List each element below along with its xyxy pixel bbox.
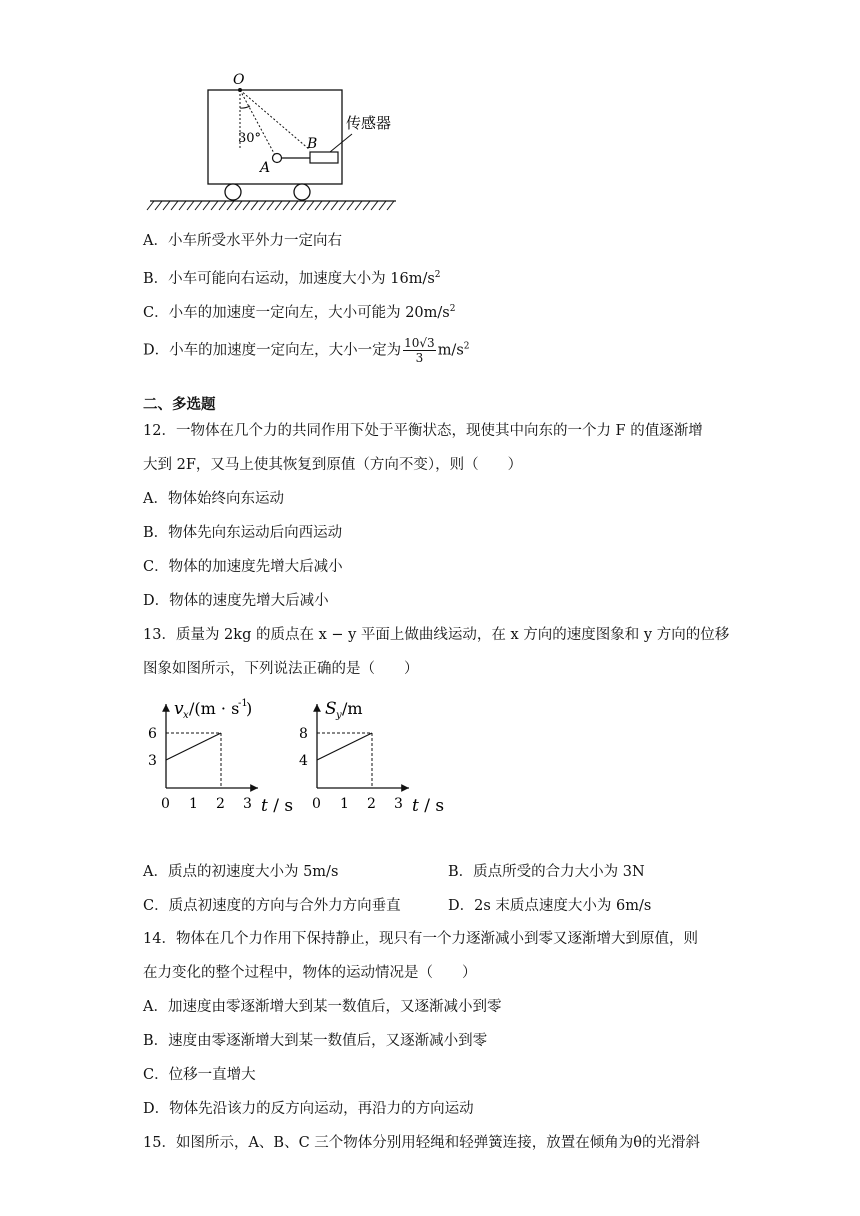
q11-option-c: C．小车的加速度一定向左，大小可能为 $20m/s^2$ [143,304,456,321]
ground-hatch [243,201,250,210]
sy-xtick-1: 1 [340,796,349,812]
ground-hatch [147,201,154,210]
ground-hatch [179,201,186,210]
q14-option-a: A．加速度由零逐渐增大到某一数值后，又逐渐减小到零 [143,999,502,1015]
vx-xtick-2: 2 [216,796,225,812]
ground-hatch [347,201,354,210]
ground-hatch [219,201,226,210]
q12-option-d: D．物体的速度先增大后减小 [143,593,329,609]
wheel-left [225,184,241,200]
ground-hatch [195,201,202,210]
q12-option-c: C．物体的加速度先增大后减小 [143,559,343,575]
ground-hatch [267,201,274,210]
ground-hatch [235,201,242,210]
svg-text:x: x [183,710,189,721]
fraction: $\frac{10√3}{3}$ [404,336,435,365]
sy-ylabel-s: S [325,699,337,719]
svg-text:y: y [336,710,342,721]
sy-ytick-8: 8 [299,726,308,742]
ground-hatch [275,201,282,210]
q12-option-b: B．物体先向东运动后向西运动 [143,525,343,541]
sy-xlabel: t / s [412,796,445,816]
wheel-right [294,184,310,200]
svg-text:): ) [246,699,253,718]
label-angle: 30° [238,131,262,146]
sy-xtick-2: 2 [367,796,376,812]
ground-hatch [211,201,218,210]
ground-hatch [355,201,362,210]
vx-data-line [166,733,221,760]
q13-option-c: C．质点初速度的方向与合外力方向垂直 [143,898,401,914]
svg-text:-1: -1 [238,698,248,709]
q12-option-a: A．物体始终向东运动 [143,491,284,507]
sy-data-line [317,733,372,760]
q11-option-b: B．小车可能向右运动，加速度大小为 $16m/s^2$ [143,270,441,287]
ground-hatch [171,201,178,210]
vx-ylabel-unit: /(m · s [189,699,240,718]
ground-hatch [331,201,338,210]
q14-option-d: D．物体先沿该力的反方向运动，再沿力的方向运动 [143,1101,474,1117]
label-o: O [233,72,245,88]
q14-option-b: B．速度由零逐渐增大到某一数值后，又逐渐减小到零 [143,1033,488,1049]
ground-hatch [299,201,306,210]
cart-diagram [140,66,410,216]
vx-xtick-1: 1 [189,796,198,812]
vx-xtick-0: 0 [161,796,170,812]
ground-hatch [315,201,322,210]
q11-option-d: D．小车的加速度一定向左，大小一定为 $\frac{10√3}{3}$ $m/s^2$ [143,336,470,365]
ground-hatch [251,201,258,210]
graph-vx [140,690,300,820]
q13-stem-line2: 图象如图所示，下列说法正确的是（ ） [143,661,419,677]
q14-option-c: C．位移一直增大 [143,1067,256,1083]
section-title: 二、多选题 [143,396,216,413]
ground-hatch [259,201,266,210]
ground-hatch [379,201,386,210]
cart-body [208,90,342,184]
ground-hatch [163,201,170,210]
sy-xtick-0: 0 [312,796,321,812]
q12-stem-line2: 大到 2F，又马上使其恢复到原值（方向不变），则（ ） [143,457,523,473]
ground-hatch [155,201,162,210]
label-b: B [307,136,318,152]
ground-hatch [387,201,394,210]
ground-hatch [307,201,314,210]
ground-hatch [339,201,346,210]
graph-sy [291,690,451,820]
ground-hatch [203,201,210,210]
ground-hatch [187,201,194,210]
q12-stem-line1: 12．一物体在几个力的共同作用下处于平衡状态，现使其中向东的一个力 F 的值逐渐增 [143,423,703,439]
label-a: A [260,160,271,176]
vx-xtick-3: 3 [243,796,252,812]
vx-ytick-6: 6 [148,726,157,742]
ground-hatch [291,201,298,210]
vx-ytick-3: 3 [148,753,157,769]
q14-stem-line1: 14．物体在几个力作用下保持静止，现只有一个力逐渐减小到零又逐渐增大到原值，则 [143,931,698,947]
label-sensor: 传感器 [346,114,392,132]
ground-hatch [371,201,378,210]
sy-xtick-3: 3 [394,796,403,812]
ground-hatch [323,201,330,210]
sensor-block [310,152,338,163]
ground-hatch [227,201,234,210]
vx-xlabel: t / s [261,796,294,816]
q15-stem-line1: 15．如图所示，A、B、C 三个物体分别用轻绳和轻弹簧连接，放置在倾角为θ的光滑斜 [143,1135,701,1151]
sy-ytick-4: 4 [299,753,308,769]
ball-a [273,154,282,163]
q14-stem-line2: 在力变化的整个过程中，物体的运动情况是（ ） [143,965,477,981]
q11-option-a: A．小车所受水平外力一定向右 [143,233,342,249]
ground-hatch [363,201,370,210]
q13-option-d: D．2s 末质点速度大小为 6m/s [448,898,652,914]
sy-ylabel-unit: /m [342,699,363,718]
q13-option-b: B．质点所受的合力大小为 3N [448,864,645,880]
vx-ylabel-v: v [174,699,184,719]
ground-hatch [283,201,290,210]
q13-stem-line1: 13．质量为 2kg 的质点在 x − y 平面上做曲线运动，在 x 方向的速度图象和 y 方向的位移 [143,627,730,643]
q13-option-a: A．质点的初速度大小为 5m/s [143,864,339,880]
